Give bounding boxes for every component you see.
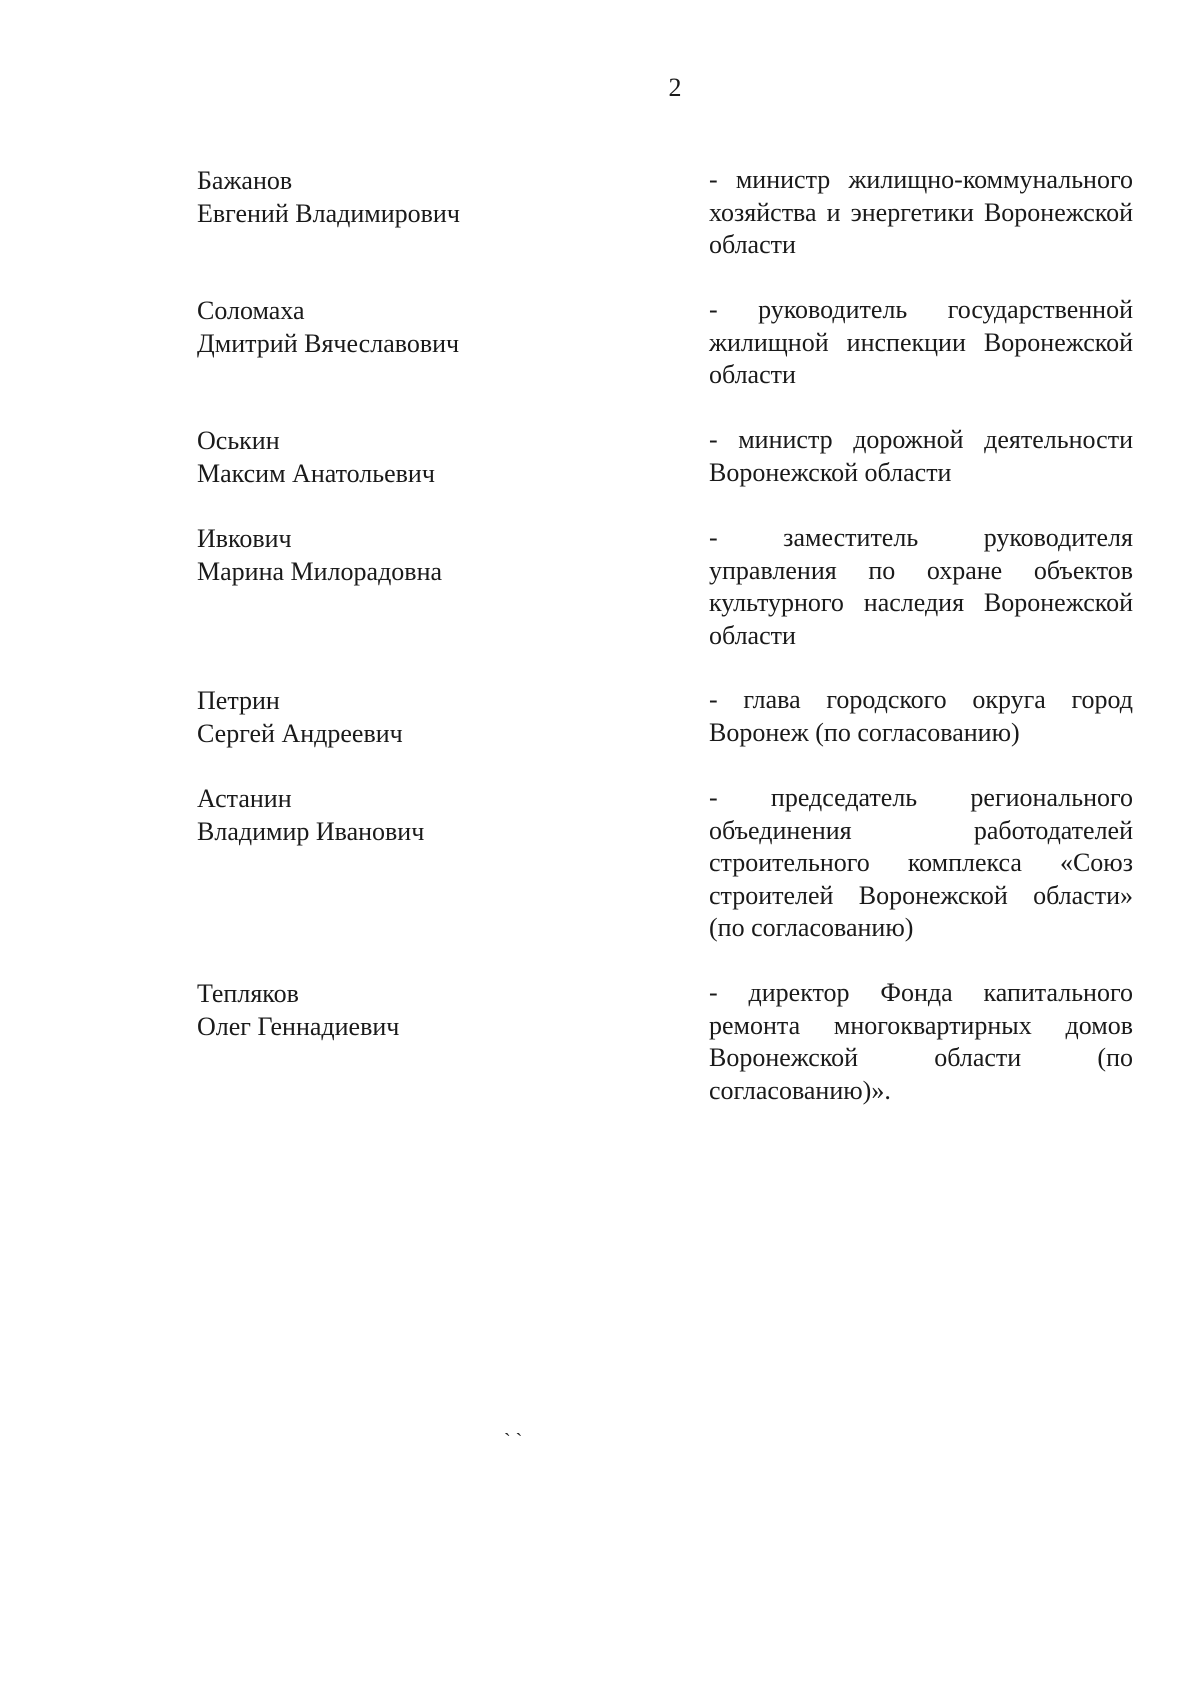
stray-mark: ˴ ˴ (504, 1421, 523, 1443)
member-position: - директор Фонда капитального ремонта многоквартирных домов Воронежской области (по согласованию)». (709, 978, 1133, 1105)
member-name (197, 684, 617, 750)
member-given-names: Марина Милорадовна (197, 557, 443, 586)
member-name (197, 977, 617, 1043)
member-name (197, 164, 617, 230)
member-surname: Петрин (197, 686, 280, 715)
member-given-names: Сергей Андреевич (197, 719, 403, 748)
member-surname: Оськин (197, 426, 280, 455)
member-surname: Ивкович (197, 524, 292, 553)
member-given-names: Владимир Иванович (197, 817, 425, 846)
member-surname: Бажанов (197, 166, 293, 195)
page-number: 2 (668, 73, 682, 102)
member-position: - министр жилищно-коммунального хозяйства и энергетики Воронежской области (709, 165, 1133, 259)
member-position: - руководитель государственной жилищной инспекции Воронежской области (709, 295, 1133, 389)
member-surname: Тепляков (197, 979, 299, 1008)
member-given-names: Дмитрий Вячеславович (197, 329, 460, 358)
member-given-names: Олег Геннадиевич (197, 1012, 400, 1041)
member-position: - председатель регионального объединения работодателей строительного комплекса «Союз строителей Воронежской области» (по согласованию) (709, 783, 1133, 942)
member-surname: Астанин (197, 784, 292, 813)
member-name (197, 782, 617, 848)
member-surname: Соломаха (197, 296, 305, 325)
member-name (197, 294, 617, 360)
member-name (197, 522, 617, 588)
member-position: - министр дорожной деятельности Воронежской области (709, 425, 1133, 487)
member-given-names: Максим Анатольевич (197, 459, 435, 488)
member-given-names: Евгений Владимирович (197, 199, 460, 228)
member-position: - заместитель руководителя управления по охране объектов культурного наследия Воронежской области (709, 523, 1133, 650)
member-name (197, 424, 617, 490)
member-position: - глава городского округа город Воронеж (по согласованию) (709, 685, 1133, 747)
